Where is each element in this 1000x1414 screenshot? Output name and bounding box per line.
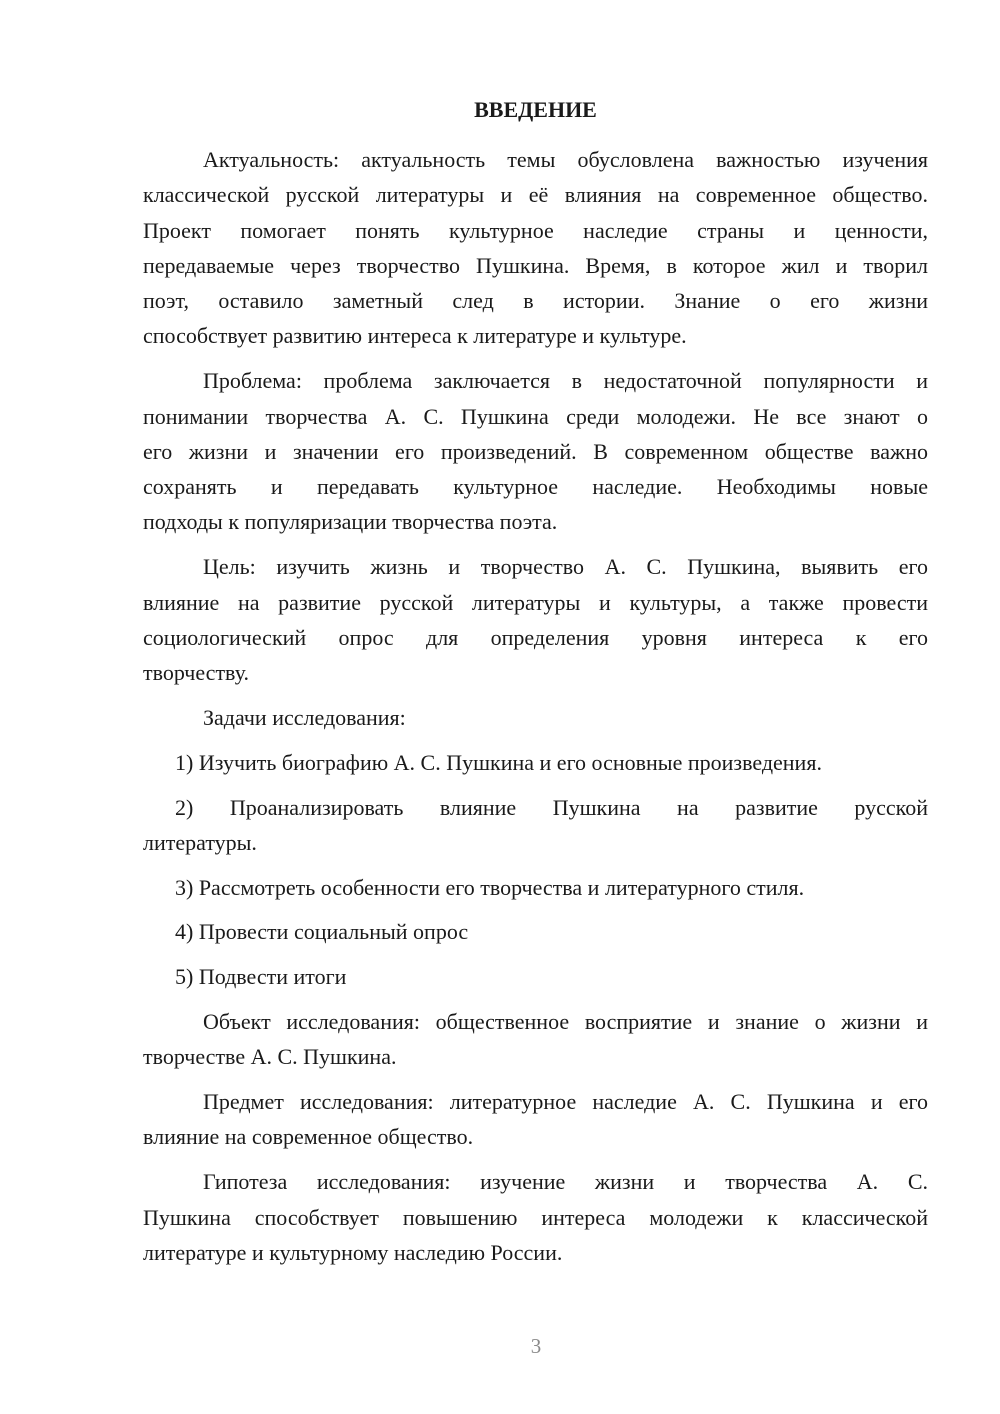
document-body bbox=[143, 142, 928, 1270]
text-line: подходы к популяризации творчества поэта. bbox=[143, 509, 558, 535]
text-line: Актуальность: актуальность темы обусловлена важностью изучения bbox=[203, 147, 928, 172]
text-line: способствует развитию интереса к литературе и культуре. bbox=[143, 323, 687, 349]
section-title: ВВЕДЕНИЕ bbox=[474, 97, 597, 122]
text-line: влияние на развитие русской литературы и культуры, а также провести bbox=[143, 589, 928, 615]
text-line: творчеству. bbox=[143, 660, 249, 686]
text-line: творчестве А. С. Пушкина. bbox=[143, 1044, 397, 1070]
text-line: Объект исследования: общественное восприятие и знание о жизни и bbox=[203, 1009, 928, 1035]
text-line: Предмет исследования: литературное наследие А. С. Пушкина и его bbox=[203, 1089, 928, 1115]
paragraph bbox=[143, 1004, 928, 1075]
document-page bbox=[143, 92, 928, 1270]
paragraph bbox=[143, 1084, 928, 1155]
text-line: понимании творчества А. С. Пушкина среди молодежи. Не все знают о bbox=[143, 403, 928, 429]
text-line: литературе и культурному наследию России. bbox=[143, 1239, 563, 1265]
text-line: Проект помогает понять культурное наследие страны и ценности, bbox=[143, 217, 928, 243]
paragraph bbox=[143, 700, 928, 735]
paragraph bbox=[143, 1164, 928, 1270]
page-number: 3 bbox=[530, 1334, 542, 1358]
text-line: Пушкина способствует повышению интереса молодежи к классической bbox=[143, 1204, 928, 1230]
text-line: литературы. bbox=[143, 829, 257, 855]
text-line: Гипотеза исследования: изучение жизни и творчества А. С. bbox=[203, 1169, 928, 1195]
text-line: Проблема: проблема заключается в недостаточной популярности и bbox=[203, 368, 928, 394]
text-line: 3) Рассмотреть особенности его творчества и литературного стиля. bbox=[175, 874, 805, 900]
list-item bbox=[143, 790, 928, 861]
text-line: Задачи исследования: bbox=[203, 704, 406, 730]
list-item bbox=[143, 959, 928, 994]
text-line: 2) Проанализировать влияние Пушкина на развитие русской bbox=[175, 794, 928, 820]
text-line: классической русской литературы и её влияния на современное общество. bbox=[143, 182, 928, 208]
text-line: Цель: изучить жизнь и творчество А. С. Пушкина, выявить его bbox=[203, 554, 928, 580]
list-item bbox=[143, 745, 928, 780]
text-line: 5) Подвести итоги bbox=[175, 964, 347, 990]
text-line: передаваемые через творчество Пушкина. Время, в которое жил и творил bbox=[143, 252, 928, 278]
text-line: 4) Провести социальный опрос bbox=[175, 919, 469, 945]
text-line: сохранять и передавать культурное наследие. Необходимы новые bbox=[143, 474, 928, 500]
text-line: социологический опрос для определения уровня интереса к его bbox=[143, 624, 928, 650]
paragraph bbox=[143, 363, 928, 539]
text-line: влияние на современное общество. bbox=[143, 1124, 474, 1150]
list-item bbox=[143, 914, 928, 949]
paragraph bbox=[143, 142, 928, 354]
text-line: его жизни и значении его произведений. В современном обществе важно bbox=[143, 438, 928, 464]
text-line: поэт, оставило заметный след в истории. Знание о его жизни bbox=[143, 288, 928, 314]
text-line: 1) Изучить биографию А. С. Пушкина и его основные произведения. bbox=[175, 749, 822, 775]
list-item bbox=[143, 870, 928, 905]
paragraph bbox=[143, 549, 928, 690]
